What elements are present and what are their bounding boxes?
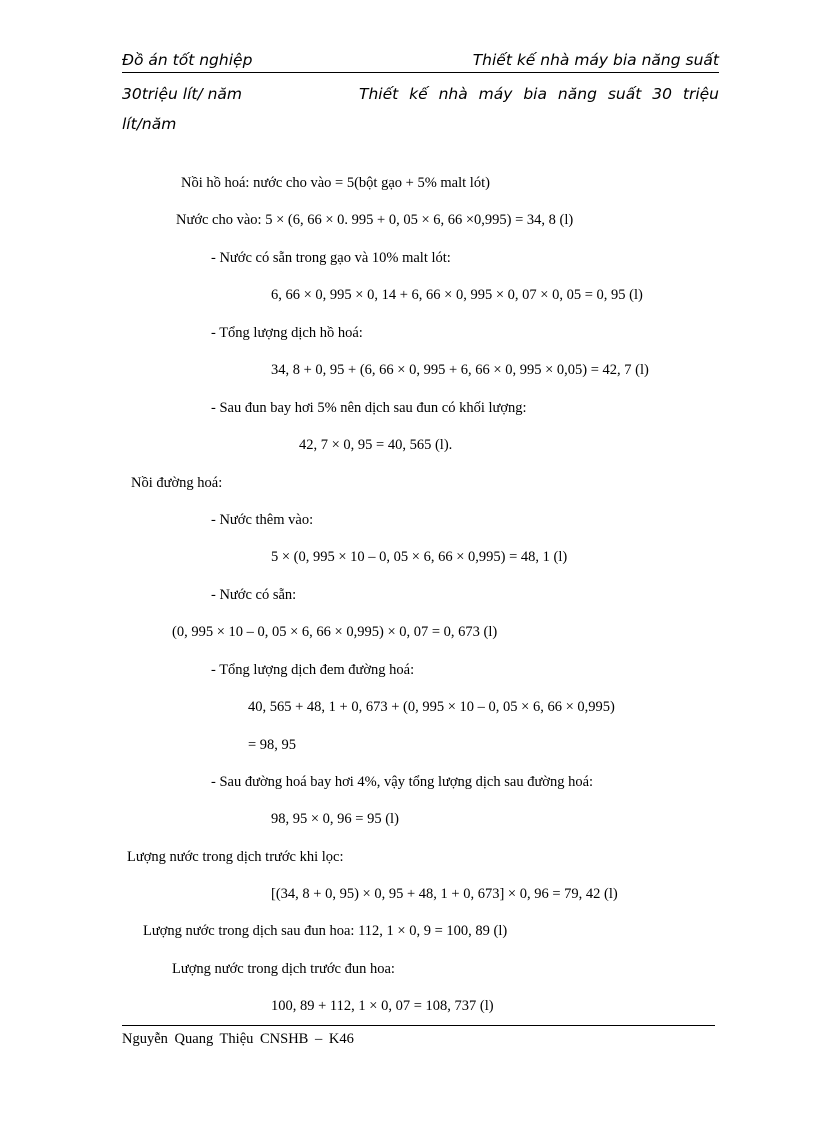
text-line-19: Lượng nước trong dịch trước khi lọc: <box>127 849 344 865</box>
text-line-5: - Tổng lượng dịch hồ hoá: <box>211 325 363 341</box>
header-left-2: 30triệu lít/ năm <box>122 85 243 103</box>
formula-line-15: 40, 565 + 48, 1 + 0, 673 + (0, 995 × 10 – 0, 05 × 6, 66 × 0,995) <box>248 699 615 715</box>
formula-line-13: (0, 995 × 10 – 0, 05 × 6, 66 × 0,995) × 0, 07 = 0, 673 (l) <box>172 624 498 640</box>
section-heading-noi-duong-hoa: Nồi đường hoá: <box>131 475 223 491</box>
formula-line-6: 34, 8 + 0, 95 + (6, 66 × 0, 995 + 6, 66 × 0, 995 × 0,05) = 42, 7 (l) <box>271 362 649 378</box>
text-line-1: Nồi hồ hoá: nước cho vào = 5(bột gạo + 5% malt lót) <box>181 175 490 191</box>
formula-line-18: 98, 95 × 0, 96 = 95 (l) <box>271 811 399 827</box>
text-line-3: - Nước có sẵn trong gạo và 10% malt lót: <box>211 250 451 266</box>
formula-line-23: 100, 89 + 112, 1 × 0, 07 = 108, 737 (l) <box>271 998 494 1014</box>
formula-line-4: 6, 66 × 0, 995 × 0, 14 + 6, 66 × 0, 995 × 0, 07 × 0, 05 = 0, 95 (l) <box>271 287 643 303</box>
formula-line-20: [(34, 8 + 0, 95) × 0, 95 + 48, 1 + 0, 673] × 0, 96 = 79, 42 (l) <box>271 886 618 902</box>
text-line-12: - Nước có sẵn: <box>211 587 297 603</box>
text-line-17: - Sau đường hoá bay hơi 4%, vậy tổng lượng dịch sau đường hoá: <box>211 774 594 790</box>
text-line-14: - Tổng lượng dịch đem đường hoá: <box>211 662 415 678</box>
text-line-22: Lượng nước trong dịch trước đun hoa: <box>172 961 395 977</box>
running-header <box>122 50 719 73</box>
formula-line-11: 5 × (0, 995 × 10 – 0, 05 × 6, 66 × 0,995) = 48, 1 (l) <box>271 549 568 565</box>
text-line-10: - Nước thêm vào: <box>211 512 314 528</box>
footer-text: Nguyễn Quang Thiệu CNSHB – K46 <box>122 1031 354 1047</box>
header-right: Thiết kế nhà máy bia năng suất <box>472 51 719 69</box>
text-line-7: - Sau đun bay hơi 5% nên dịch sau đun có khối lượng: <box>211 400 527 416</box>
header-left-3: lít/năm <box>122 115 177 133</box>
text-line-2: Nước cho vào: 5 × (6, 66 × 0. 995 + 0, 05 × 6, 66 ×0,995) = 34, 8 (l) <box>176 212 574 228</box>
formula-line-16: = 98, 95 <box>248 737 297 753</box>
footer-divider <box>122 1025 715 1026</box>
text-line-21: Lượng nước trong dịch sau đun hoa: 112, 1 × 0, 9 = 100, 89 (l) <box>143 923 508 939</box>
header-left: Đồ án tốt nghiệp <box>122 51 253 69</box>
formula-line-8: 42, 7 × 0, 95 = 40, 565 (l). <box>299 437 453 453</box>
header-right-2: Thiết kế nhà máy bia năng suất 30 triệu <box>359 85 719 103</box>
